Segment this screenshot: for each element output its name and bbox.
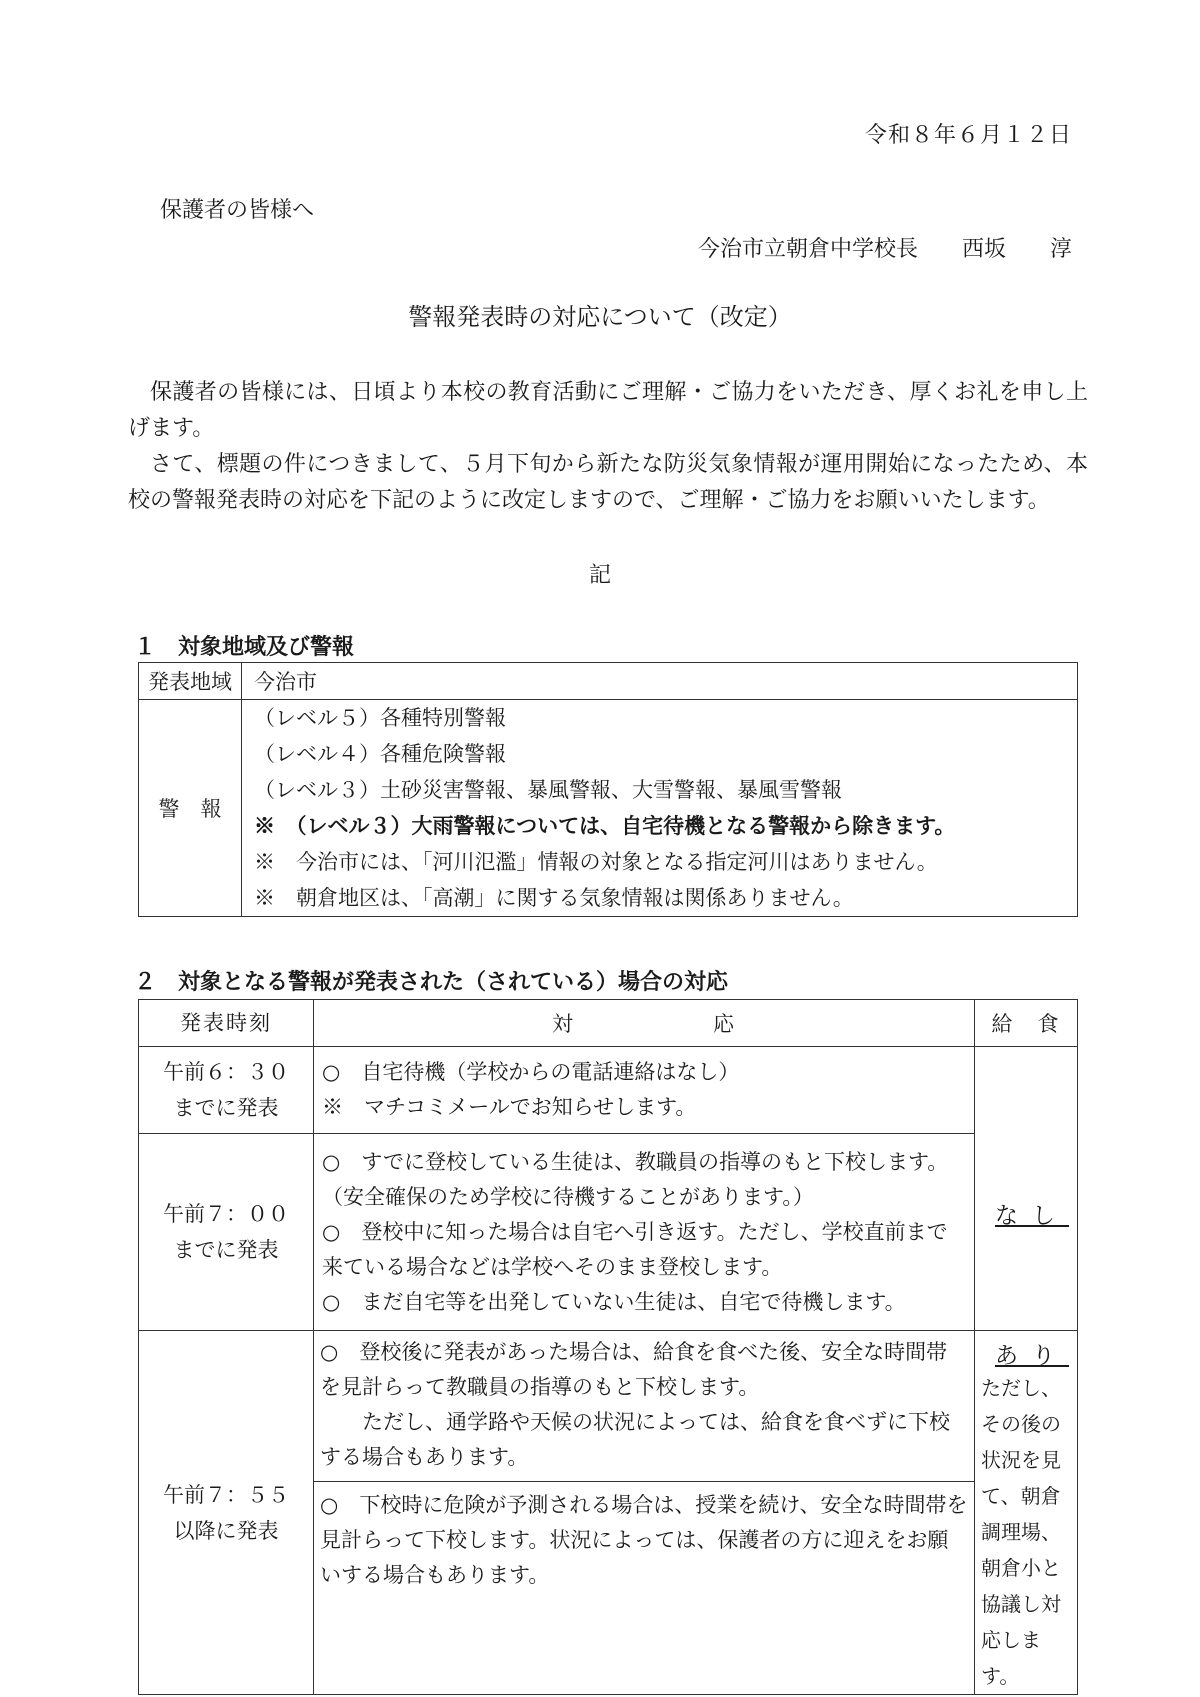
- sender: 今治市立朝倉中学校長 西坂 淳: [697, 237, 1072, 262]
- area-label: 発表地域: [139, 663, 242, 700]
- table-header-row: [139, 1000, 1078, 1047]
- time-line: までに発表: [173, 1238, 279, 1262]
- list-item: ※ 朝倉地区は、「高潮」に関する気象情報は関係ありません。: [254, 886, 854, 910]
- body-paragraph-1: 保護者の皆様には、日頃より本校の教育活動にご理解・ご協力をいただき、厚くお礼を申し上げます。: [128, 380, 1088, 441]
- response-block-2: [314, 1481, 974, 1597]
- area-value: 今治市: [242, 663, 1078, 700]
- header-response: 対 応: [314, 1000, 975, 1047]
- meal-nashi: なし: [995, 1203, 1069, 1229]
- time-line: までに発表: [173, 1096, 279, 1120]
- response-line: ○ 登校後に発表があった場合は、給食を食べた後、安全な時間帯を見計らって教職員の指導のもと下校します。: [320, 1340, 948, 1399]
- table-row: [139, 1331, 1078, 1695]
- warning-label: 警 報: [139, 700, 242, 917]
- time-line: 以降に発表: [173, 1518, 279, 1543]
- response-line: ○ 自宅待機（学校からの電話連絡はなし）: [322, 1060, 740, 1084]
- table-row: [139, 1047, 1078, 1134]
- document-title: 警報発表時の対応について（改定）: [408, 303, 792, 331]
- target-area-table: [138, 662, 1078, 917]
- response-line: ○ 登校中に知った場合は自宅へ引き返す。ただし、学校直前まで来ている場合などは学校へそのまま登校します。: [322, 1219, 948, 1279]
- response-cell: [314, 1134, 975, 1331]
- list-item: （レベル４）各種危険警報: [254, 742, 506, 766]
- response-line: ○ まだ自宅等を出発していない生徒は、自宅で待機します。: [322, 1289, 906, 1314]
- time-line: 午前７：５５: [163, 1482, 289, 1507]
- response-cell: [314, 1331, 975, 1695]
- body-text: [128, 375, 1088, 519]
- table-row: [139, 700, 1078, 917]
- header-time: 発表時刻: [139, 1000, 314, 1047]
- time-line: 午前６：３０: [163, 1060, 289, 1084]
- meal-ari-note: ただし、その後の状況を見て、朝倉調理場、朝倉小と協議し対応します。: [981, 1376, 1061, 1688]
- section-1-heading: １ 対象地域及び警報: [134, 635, 355, 660]
- document-date: 令和８年６月１２日: [864, 123, 1072, 148]
- response-line: ※ マチコミメールでお知らせします。: [322, 1095, 697, 1119]
- list-item: ※ 今治市には、「河川氾濫」情報の対象となる指定河川はありません。: [254, 850, 938, 874]
- section-2-heading: ２ 対象となる警報が発表された（されている）場合の対応: [134, 970, 729, 995]
- time-line: 午前７：００: [163, 1202, 289, 1226]
- ki-marker: 記: [588, 563, 611, 588]
- meal-cell-ari: [975, 1331, 1078, 1695]
- addressee: 保護者の皆様へ: [160, 198, 315, 223]
- meal-ari: あり: [995, 1343, 1069, 1369]
- response-table: [138, 999, 1078, 1695]
- response-line: ただし、通学路や天候の状況によっては、給食を食べずに下校する場合もあります。: [320, 1410, 950, 1469]
- warning-list: [242, 700, 1078, 917]
- time-cell: [139, 1134, 314, 1331]
- body-paragraph-2: さて、標題の件につきまして、５月下旬から新たな防災気象情報が運用開始になったため、本校の警報発表時の対応を下記のように改定しますので、ご理解・ご協力をお願いいたします。: [128, 452, 1088, 513]
- response-cell: [314, 1047, 975, 1134]
- time-cell: [139, 1047, 314, 1134]
- meal-cell-nashi: [975, 1047, 1078, 1331]
- table-row: [139, 663, 1078, 700]
- response-line: ○ すでに登校している生徒は、教職員の指導のもと下校します。（安全確保のため学校に待機することがあります。）: [322, 1149, 949, 1209]
- list-item: （レベル５）各種特別警報: [254, 706, 506, 730]
- header-meal: 給 食: [975, 1000, 1078, 1047]
- list-item: （レベル３）土砂災害警報、暴風警報、大雪警報、暴風雪警報: [254, 778, 842, 802]
- response-block-1: [314, 1331, 974, 1481]
- time-cell: [139, 1331, 314, 1695]
- response-line: ○ 下校時に危険が予測される場合は、授業を続け、安全な時間帯を見計らって下校します。状況によっては、保護者の方に迎えをお願いする場合もあります。: [320, 1493, 968, 1587]
- list-item: ※ （レベル３）大雨警報については、自宅待機となる警報から除きます。: [254, 813, 956, 838]
- table-row: [139, 1134, 1078, 1331]
